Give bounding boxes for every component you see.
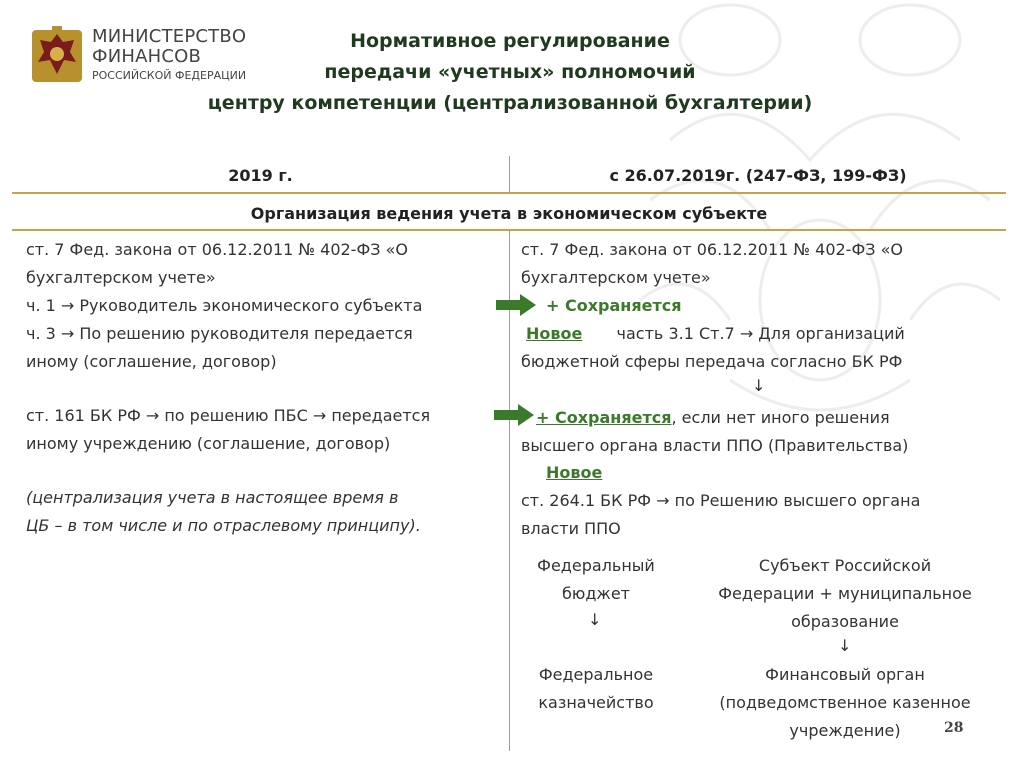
left-line-3: ч. 1 → Руководитель экономического субъекта	[26, 296, 423, 315]
green-arrow-icon	[494, 404, 534, 426]
green-arrow-icon	[496, 294, 536, 316]
coat-of-arms-logo	[30, 24, 84, 84]
left-line-1: ст. 7 Фед. закона от 06.12.2011 № 402-ФЗ «О	[26, 240, 408, 259]
preserved-label-2: + Сохраняется	[536, 408, 672, 427]
new-label: Новое	[526, 324, 583, 343]
preserved-label: + Сохраняется	[546, 296, 682, 315]
right-line-6-text: , если нет иного решения	[671, 408, 890, 427]
down-arrow-icon: ↓	[752, 376, 766, 395]
col-right-header: с 26.07.2019г. (247-ФЗ, 199-ФЗ)	[609, 166, 907, 185]
page-title	[200, 26, 820, 119]
down-arrow-icon: ↓	[838, 636, 852, 655]
subject-line-2: Федерации + муниципальное	[718, 584, 972, 603]
federal-budget-line-2: бюджет	[562, 584, 630, 603]
left-line-9: ЦБ – в том числе и по отраслевому принципу).	[26, 516, 421, 535]
right-line-5: бюджетной сферы передача согласно БК РФ	[521, 352, 903, 371]
title-line-1: Нормативное регулирование	[350, 30, 670, 52]
subject-line-3: образование	[791, 612, 899, 631]
right-line-1: ст. 7 Фед. закона от 06.12.2011 № 402-ФЗ «О	[521, 240, 903, 259]
financial-body-line-1: Финансовый орган	[765, 665, 925, 684]
left-line-8: (централизация учета в настоящее время в	[26, 488, 399, 507]
right-line-9: ст. 264.1 БК РФ → по Решению высшего органа	[521, 491, 921, 510]
federal-treasury-line-2: казначейство	[538, 693, 654, 712]
right-line-10: власти ППО	[521, 519, 621, 538]
right-line-4	[526, 320, 905, 348]
financial-body-line-3: учреждение)	[789, 721, 901, 740]
left-line-6: ст. 161 БК РФ → по решению ПБС → передается	[26, 406, 431, 425]
right-line-2: бухгалтерском учете»	[521, 268, 711, 287]
page-number: 28	[944, 720, 964, 736]
ministry-line-2: ФИНАНСОВ	[92, 46, 202, 67]
financial-body-line-2: (подведомственное казенное	[719, 693, 971, 712]
ministry-line-1: МИНИСТЕРСТВО	[92, 26, 247, 47]
left-line-7: иному учреждению (соглашение, договор)	[26, 434, 391, 453]
down-arrow-icon: ↓	[588, 610, 602, 629]
right-line-4-text: часть 3.1 Ст.7 → Для организаций	[616, 324, 905, 343]
ministry-line-3: РОССИЙСКОЙ ФЕДЕРАЦИИ	[92, 69, 247, 82]
subject-line-1: Субъект Российской	[758, 556, 932, 575]
right-line-6	[536, 404, 890, 432]
left-line-2: бухгалтерском учете»	[26, 268, 216, 287]
federal-budget-line-1: Федеральный	[537, 556, 655, 575]
title-line-2: передачи «учетных» полномочий	[324, 61, 696, 83]
title-line-3: центру компетенции (централизованной бухгалтерии)	[207, 92, 813, 114]
right-line-7: высшего органа власти ППО (Правительства)	[521, 436, 909, 455]
col-left-header: 2019 г.	[228, 166, 293, 185]
left-line-5: иному (соглашение, договор)	[26, 352, 277, 371]
left-line-4: ч. 3 → По решению руководителя передается	[26, 324, 413, 343]
new-label-2: Новое	[546, 463, 603, 482]
federal-treasury-line-1: Федеральное	[538, 665, 654, 684]
section-title: Организация ведения учета в экономическом субъекте	[250, 204, 768, 223]
